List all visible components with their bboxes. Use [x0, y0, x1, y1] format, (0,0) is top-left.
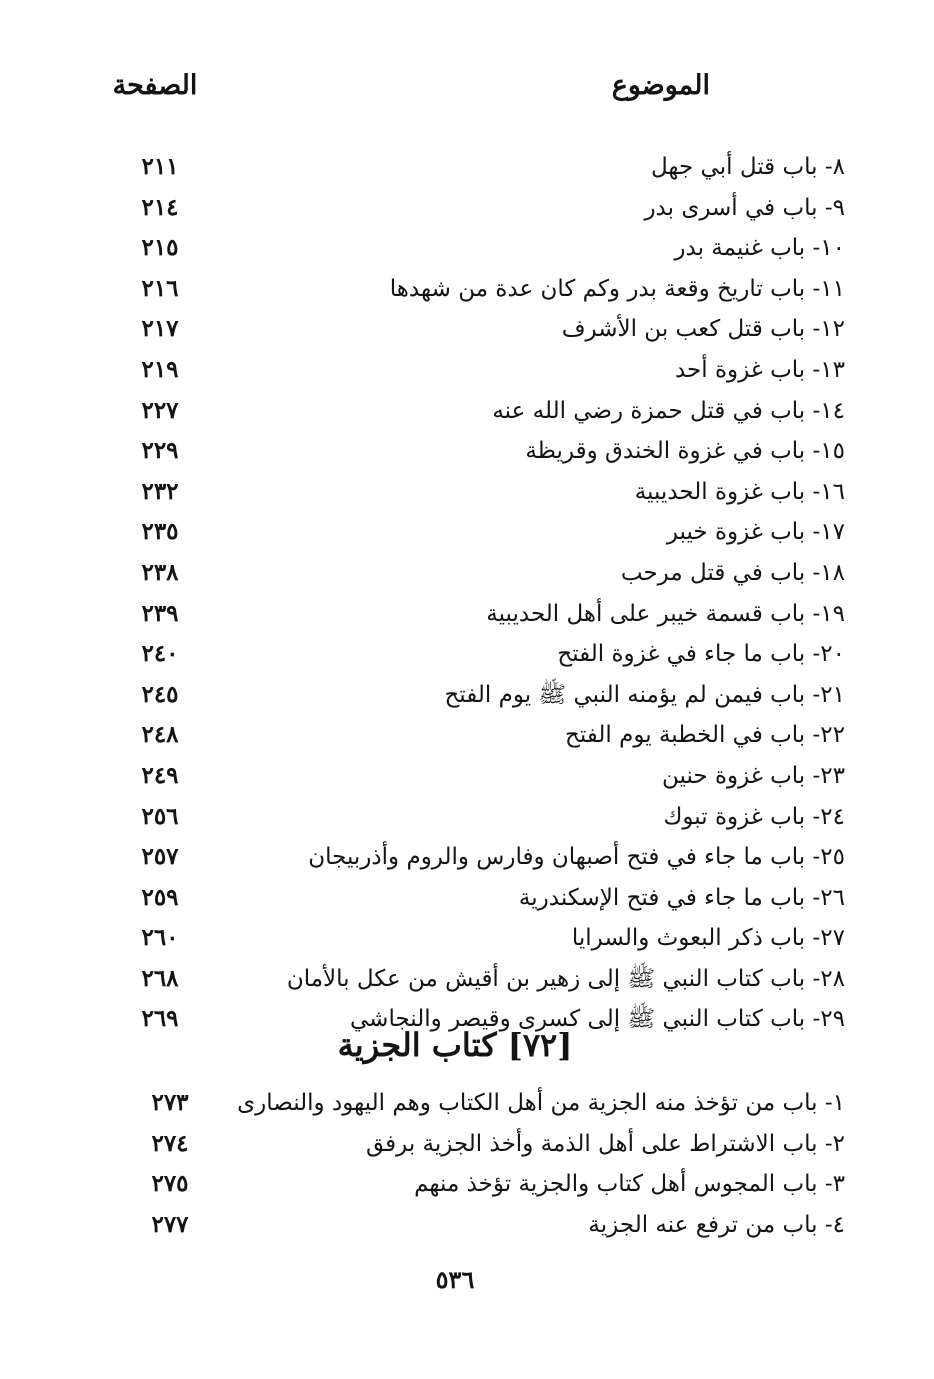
entry-title: ١٣- باب غزوة أحد — [674, 356, 845, 383]
toc-entry — [100, 512, 845, 553]
entry-title: ٢٨- باب كتاب النبي ﷺ إلى زهير بن أقيش من عكل بالأمان — [286, 965, 845, 992]
entry-title: ٢٧- باب ذكر البعوث والسرايا — [571, 925, 845, 952]
toc-entry — [100, 309, 845, 350]
entry-page-number: ٢٥٦ — [141, 802, 179, 830]
entry-page-number: ٢١٥ — [141, 234, 179, 262]
toc-entry — [100, 269, 845, 310]
toc-entry — [100, 959, 845, 1000]
entry-title: ١٧- باب غزوة خيبر — [666, 519, 845, 546]
entry-page-number: ٢٧٧ — [151, 1210, 189, 1238]
entry-title: ٢٠- باب ما جاء في غزوة الفتح — [557, 641, 845, 668]
entry-title: ١٤- باب في قتل حمزة رضي الله عنه — [492, 397, 845, 424]
toc-entry — [100, 188, 845, 229]
entry-page-number: ٢٧٣ — [151, 1089, 189, 1116]
entry-title: ٩- باب في أسرى بدر — [644, 194, 845, 221]
toc-entry — [100, 837, 845, 878]
toc-entry — [100, 634, 845, 675]
entry-page-number: ٢١١ — [141, 153, 179, 180]
toc-entry — [100, 1124, 845, 1165]
entry-page-number: ٢٣٥ — [141, 518, 179, 546]
entry-title: ٨- باب قتل أبي جهل — [651, 154, 845, 180]
toc-entry — [100, 1164, 845, 1205]
entry-title: ٢١- باب فيمن لم يؤمنه النبي ﷺ يوم الفتح — [444, 681, 845, 708]
entry-page-number: ٢٥٩ — [141, 883, 179, 911]
entry-page-number: ٢٤٩ — [141, 761, 179, 789]
entry-title: ٢٦- باب ما جاء في فتح الإسكندرية — [518, 884, 845, 911]
toc-entry — [100, 594, 845, 635]
page-number-footer: ٥٣٦ — [435, 1265, 475, 1294]
entry-title: ٢٤- باب غزوة تبوك — [663, 803, 845, 830]
book-heading: [٧٢] كتاب الجزية — [337, 1026, 573, 1064]
entry-page-number: ٢٧٥ — [151, 1170, 189, 1197]
entry-page-number: ٢٦٩ — [141, 1005, 179, 1033]
toc-entry — [100, 918, 845, 959]
toc-list-jizya — [100, 1083, 845, 1245]
entry-page-number: ٢١٤ — [141, 193, 179, 221]
column-header-page: الصفحة — [112, 70, 198, 101]
entry-page-number: ٢٣٢ — [141, 477, 179, 505]
entry-title: ١٨- باب في قتل مرحب — [620, 559, 845, 586]
entry-title: ٢٩- باب كتاب النبي ﷺ إلى كسرى وقيصر والنجاشي — [350, 1006, 845, 1033]
toc-entry — [100, 553, 845, 594]
entry-page-number: ٢٢٩ — [141, 437, 179, 465]
entry-title: ١٠- باب غنيمة بدر — [674, 235, 845, 262]
entry-page-number: ٢٤٨ — [141, 721, 179, 749]
toc-entry — [100, 391, 845, 432]
entry-page-number: ٢٦٨ — [141, 964, 179, 992]
toc-entry — [100, 1083, 845, 1124]
entry-title: ١- باب من تؤخذ منه الجزية من أهل الكتاب وهم اليهود والنصارى — [237, 1090, 845, 1116]
toc-entry — [100, 228, 845, 269]
toc-entry — [100, 350, 845, 391]
entry-page-number: ٢٤٥ — [141, 680, 179, 708]
entry-page-number: ٢١٦ — [141, 274, 179, 302]
entry-title: ١٦- باب غزوة الحديبية — [634, 478, 845, 505]
toc-entry — [100, 878, 845, 919]
entry-title: ٤- باب من ترفع عنه الجزية — [588, 1211, 845, 1238]
toc-entry — [100, 756, 845, 797]
toc-entry — [100, 675, 845, 716]
entry-page-number: ٢٦٠ — [141, 924, 179, 952]
entry-page-number: ٢١٧ — [141, 315, 179, 343]
entry-page-number: ٢٣٩ — [141, 599, 179, 627]
entry-title: ٢٢- باب في الخطبة يوم الفتح — [565, 722, 845, 749]
toc-list-expeditions — [100, 147, 845, 1040]
entry-page-number: ٢٤٠ — [141, 640, 179, 668]
toc-entry — [100, 472, 845, 513]
entry-title: ٢٥- باب ما جاء في فتح أصبهان وفارس والروم وأذربيجان — [308, 844, 845, 871]
entry-title: ١١- باب تاريخ وقعة بدر وكم كان عدة من شهدها — [389, 275, 845, 302]
entry-title: ١٥- باب في غزوة الخندق وقريظة — [525, 438, 845, 465]
entry-page-number: ٢٢٧ — [141, 396, 179, 424]
entry-title: ٣- باب المجوس أهل كتاب والجزية تؤخذ منهم — [414, 1171, 845, 1197]
entry-page-number: ٢٧٤ — [151, 1129, 189, 1157]
toc-entry — [100, 431, 845, 472]
toc-entry — [100, 147, 845, 188]
entry-page-number: ٢٥٧ — [141, 843, 179, 871]
entry-title: ١٩- باب قسمة خيبر على أهل الحديبية — [486, 600, 845, 627]
toc-entry — [100, 715, 845, 756]
entry-page-number: ٢١٩ — [141, 355, 179, 383]
column-header-topic: الموضوع — [611, 70, 710, 101]
entry-title: ٢- باب الاشتراط على أهل الذمة وأخذ الجزية برفق — [365, 1130, 845, 1157]
toc-entry — [100, 1205, 845, 1246]
toc-entry — [100, 797, 845, 838]
entry-page-number: ٢٣٨ — [141, 558, 179, 586]
entry-title: ٢٣- باب غزوة حنين — [662, 762, 845, 789]
entry-title: ١٢- باب قتل كعب بن الأشرف — [561, 316, 845, 343]
